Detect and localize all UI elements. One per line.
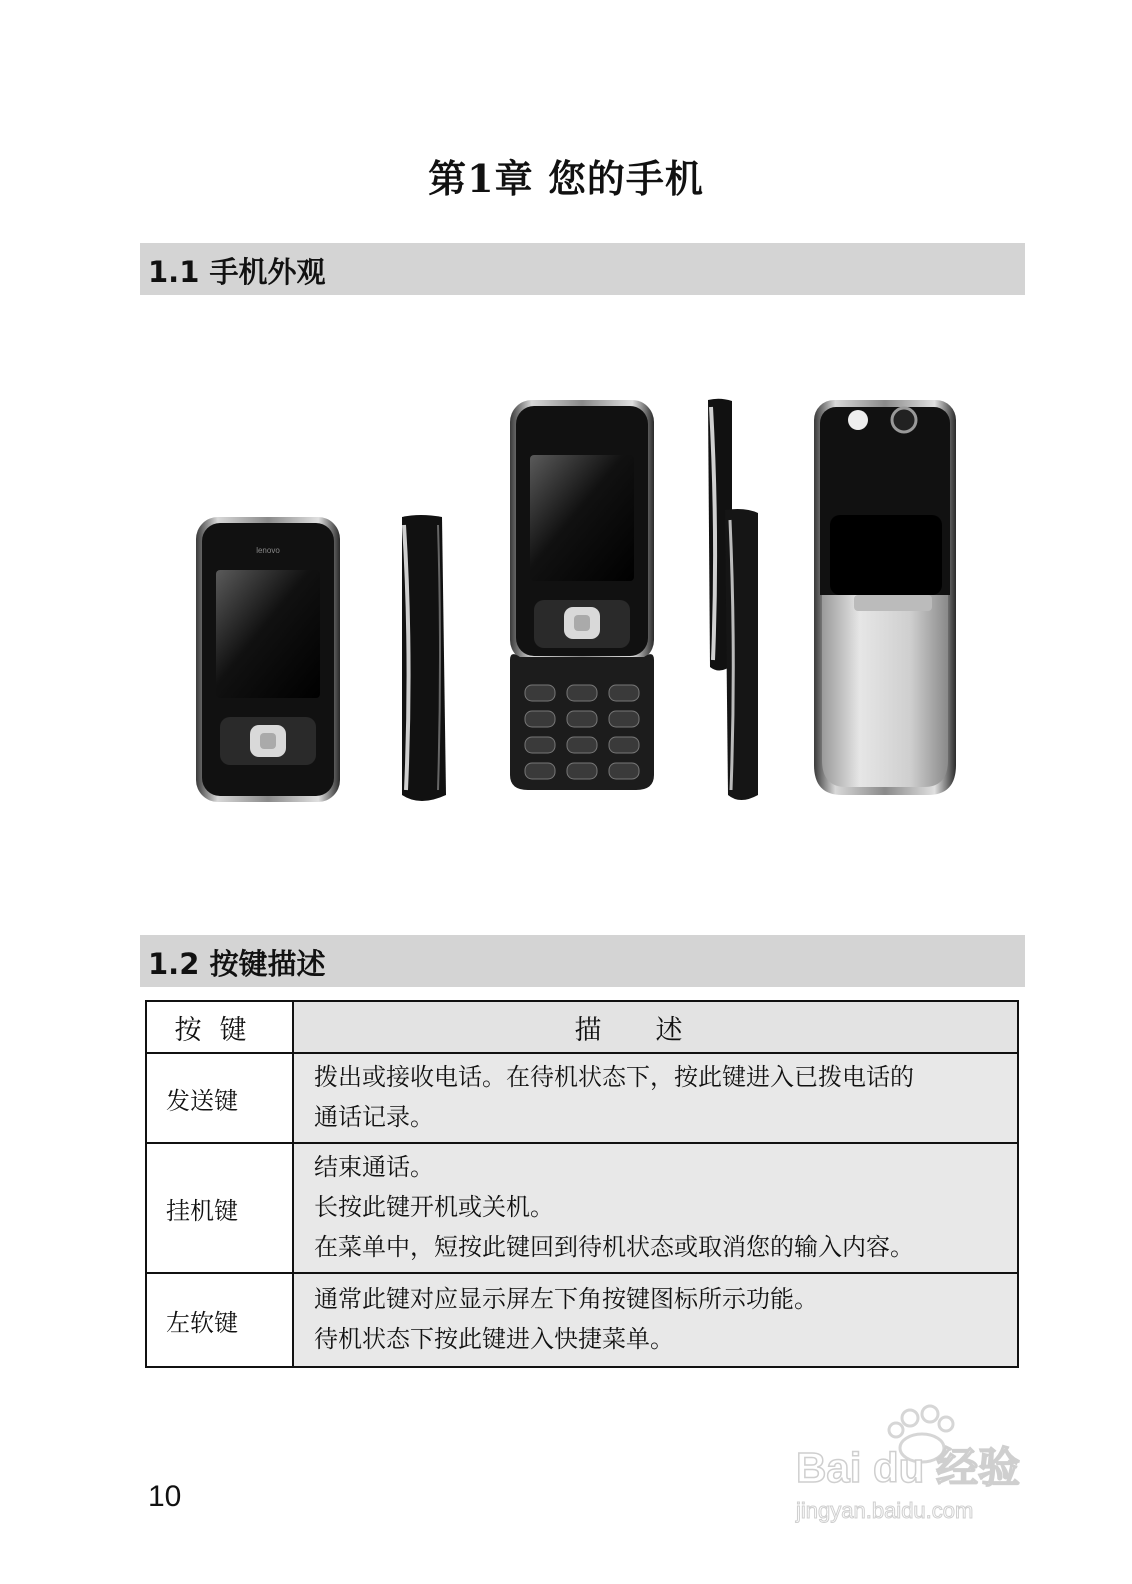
phone-side-closed xyxy=(402,515,446,801)
key-name: 左软键 xyxy=(146,1273,293,1367)
key-name: 发送键 xyxy=(146,1053,293,1143)
baidu-watermark xyxy=(790,1400,1060,1530)
description-line: 通话记录。 xyxy=(314,1103,434,1131)
phone-illustrations xyxy=(180,395,970,815)
table-row xyxy=(146,1053,1018,1143)
flash-icon xyxy=(848,410,868,430)
section-title: 1.2 按键描述 xyxy=(148,947,326,981)
watermark-url: jingyan.baidu.com xyxy=(796,1498,974,1523)
key-description xyxy=(293,1273,1018,1367)
key-description-table xyxy=(145,1000,1019,1368)
header-key: 按键 xyxy=(146,1001,293,1053)
table-header-row xyxy=(146,1001,1018,1053)
section-header-appearance xyxy=(140,243,1025,295)
section-title: 1.1 手机外观 xyxy=(148,255,326,289)
watermark-brand: Bai du 经验 xyxy=(796,1444,1021,1491)
description-line: 在菜单中，短按此键回到待机状态或取消您的输入内容。 xyxy=(314,1233,914,1261)
table-row xyxy=(146,1273,1018,1367)
table-row xyxy=(146,1143,1018,1273)
description-line: 结束通话。 xyxy=(314,1153,434,1181)
section-header-keys xyxy=(140,935,1025,987)
phone-front-open xyxy=(510,400,654,790)
chapter-title: 第1章 您的手机 xyxy=(428,156,704,201)
description-line: 拨出或接收电话。在待机状态下，按此键进入已拨电话的 xyxy=(314,1063,914,1091)
description-line: 通常此键对应显示屏左下角按键图标所示功能。 xyxy=(314,1285,818,1313)
camera-lens-icon xyxy=(892,408,916,432)
brand-logo: lenovo xyxy=(256,546,280,555)
key-description xyxy=(293,1053,1018,1143)
header-description: 描述 xyxy=(293,1001,1018,1053)
phone-front-closed xyxy=(196,517,340,802)
phone-side-open xyxy=(708,399,758,800)
page-number: 10 xyxy=(148,1480,182,1513)
key-name: 挂机键 xyxy=(146,1143,293,1273)
description-line: 待机状态下按此键进入快捷菜单。 xyxy=(314,1325,674,1353)
phone-back-open xyxy=(814,400,956,795)
description-line: 长按此键开机或关机。 xyxy=(314,1193,554,1221)
key-description xyxy=(293,1143,1018,1273)
